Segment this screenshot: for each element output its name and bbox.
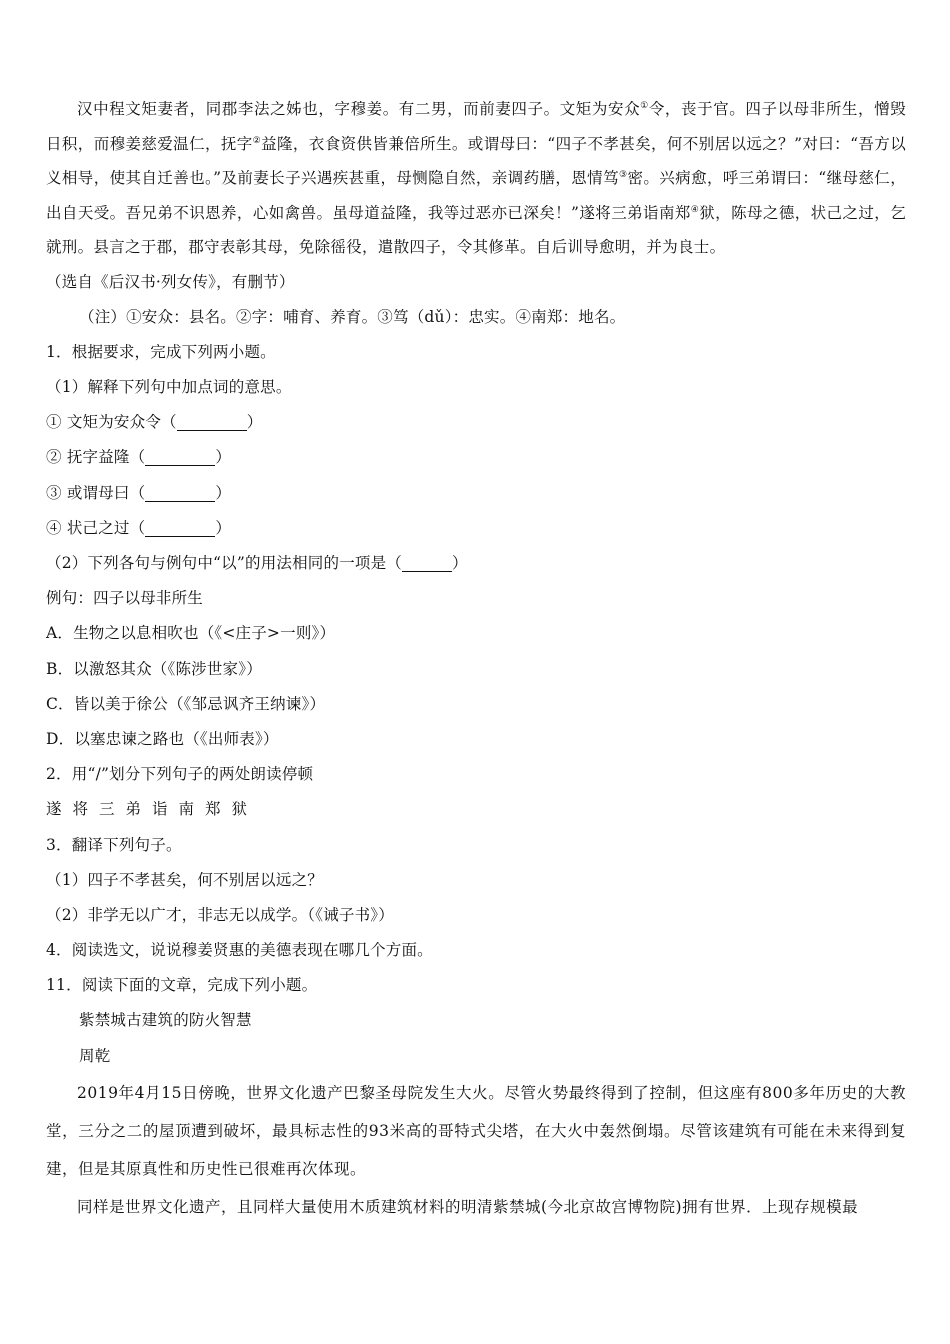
note-mark: ① xyxy=(640,101,649,111)
q1-item: ① 文矩为安众令（ ） xyxy=(46,413,263,432)
q3-item: （1）四子不孝甚矣，何不别居以远之？ xyxy=(46,870,323,889)
q1-item: ③ 或谓母曰（ ） xyxy=(46,483,232,502)
note-mark: ④ xyxy=(690,204,700,215)
annotation: （注）①安众：县名。②字：哺育、养育。③笃（dǔ）：忠实。④南郑：地名。 xyxy=(79,307,626,326)
option-d: D．以塞忠谏之路也（《出师表》） xyxy=(46,729,279,748)
q1-item: ② 抚字益隆（ ） xyxy=(46,448,232,467)
answer-blank[interactable] xyxy=(402,553,452,572)
passage-paragraph: 汉中程文矩妻者，同郡李法之姊也，字穆姜。有二男，而前妻四子。文矩为安众①令，丧于官。四子以母非所生，憎毁日积，而穆姜慈爱温仁，抚字②益隆，衣食资供皆兼倍所生。或谓母曰：“四子不孝甚矣，何不别居以远之？”对曰：“吾方以义相导，使其自迁善也。”及前妻长子兴遇疾甚重，母恻隐自然，亲调药膳，恩情笃③密。兴病愈，呼三弟谓曰：“继母慈仁，出自天受。吾兄弟不识恩养，心如禽兽。虽母道益隆，我等过恶亦已深矣！”遂将三弟诣南郑④狱，陈母之德，状己之过，乞就刑。县言之于郡，郡守表彰其母，免除徭役，遣散四子，令其修革。自后训导愈明，并为良士。 xyxy=(46,100,906,256)
answer-blank[interactable] xyxy=(145,447,215,466)
answer-blank[interactable] xyxy=(145,483,215,502)
question-4-title: 4．阅读选文，说说穆姜贤惠的美德表现在哪几个方面。 xyxy=(46,941,433,960)
q1-item: ④ 状己之过（ ） xyxy=(46,518,232,537)
article-paragraph: 同样是世界文化遗产，且同样大量使用木质建筑材料的明清紫禁城(今北京故宫博物院)拥有世界．上现存规模最 xyxy=(77,1197,859,1216)
note-mark: ③ xyxy=(619,170,628,180)
example-sentence: 例句：四子以母非所生 xyxy=(46,589,204,608)
answer-blank[interactable] xyxy=(145,518,215,537)
article-title: 紫禁城古建筑的防火智慧 xyxy=(79,1011,252,1030)
option-b: B．以激怒其众（《陈涉世家》） xyxy=(46,659,262,678)
article-paragraph: 2019年4月15日傍晚，世界文化遗产巴黎圣母院发生大火。尽管火势最终得到了控制，但这座有800多年历史的大教堂，三分之二的屋顶遭到破坏，最具标志性的93米高的哥特式尖塔，在大火中轰然倒塌。尽管该建筑有可能在未来得到复建，但是其原真性和历史性已很难再次体现。 xyxy=(46,1083,906,1178)
option-a: A．生物之以息相吹也（《<庄子>一则》） xyxy=(46,624,336,643)
question-1-sub2: （2）下列各句与例句中“以”的用法相同的一项是（ ） xyxy=(46,554,468,572)
question-2-sentence: 遂将三弟诣南郑狱 xyxy=(46,800,259,819)
article-author: 周乾 xyxy=(79,1046,111,1065)
answer-blank[interactable] xyxy=(177,412,247,431)
q3-item: （2）非学无以广才，非志无以成学。（《诫子书》） xyxy=(46,905,394,924)
document-page xyxy=(46,92,906,1226)
question-2-title: 2．用“/”划分下列句子的两处朗读停顿 xyxy=(46,765,314,784)
note-mark: ② xyxy=(252,135,262,146)
source-citation: （选自《后汉书·列女传》，有删节） xyxy=(46,272,295,291)
question-11-title: 11．阅读下面的文章，完成下列小题。 xyxy=(46,976,318,995)
option-c: C．皆以美于徐公（《邹忌讽齐王纳谏》） xyxy=(46,694,326,713)
question-1-title: 1．根据要求，完成下列两小题。 xyxy=(46,342,276,361)
question-1-sub1: （1）解释下列句中加点词的意思。 xyxy=(46,378,292,397)
question-3-title: 3．翻译下列句子。 xyxy=(46,835,182,854)
